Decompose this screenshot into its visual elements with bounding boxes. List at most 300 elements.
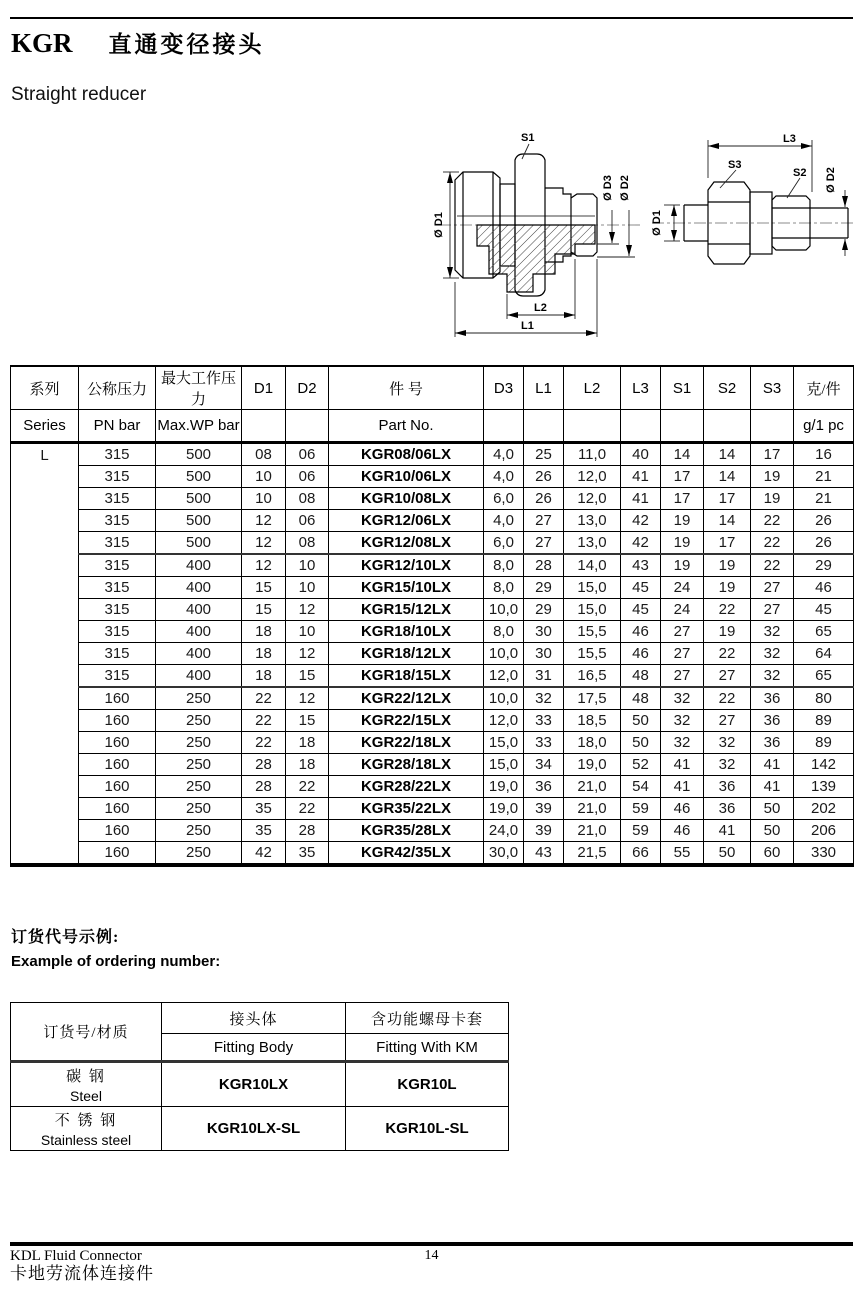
data-cell: 10,0: [484, 643, 524, 665]
data-cell: 28: [524, 554, 564, 577]
data-cell: 21: [794, 466, 854, 488]
data-cell: 10: [242, 488, 286, 510]
data-cell: 315: [79, 665, 156, 688]
data-cell: 10: [286, 577, 329, 599]
col-s3: S3: [751, 366, 794, 410]
data-cell: 139: [794, 776, 854, 798]
data-cell: 15,0: [484, 732, 524, 754]
data-cell: 12,0: [484, 710, 524, 732]
col-series-en: Series: [11, 410, 79, 443]
data-cell: 19: [661, 510, 704, 532]
data-cell: 26: [524, 466, 564, 488]
header-row-zh: [11, 366, 854, 410]
col-empty: [621, 410, 661, 443]
ordering-row-steel: [11, 1062, 509, 1107]
data-cell: 24: [661, 599, 704, 621]
data-cell: 08: [286, 532, 329, 555]
data-cell: 42: [242, 842, 286, 866]
data-cell: 8,0: [484, 554, 524, 577]
data-cell: 36: [751, 710, 794, 732]
data-cell: 27: [661, 643, 704, 665]
col-pn-en: PN bar: [79, 410, 156, 443]
data-cell: 400: [156, 577, 242, 599]
data-cell: 10: [286, 554, 329, 577]
data-cell: 34: [524, 754, 564, 776]
data-cell: 22: [704, 643, 751, 665]
header-row-en: [11, 410, 854, 443]
dim-label-d1: Ø D1: [433, 212, 445, 238]
data-cell: 19: [704, 621, 751, 643]
fitting-body-code: KGR10LX: [162, 1062, 346, 1107]
data-cell: 29: [524, 599, 564, 621]
data-cell: 19: [751, 466, 794, 488]
data-cell: 8,0: [484, 621, 524, 643]
table-row: [11, 488, 854, 510]
data-cell: 46: [621, 621, 661, 643]
table-row: [11, 599, 854, 621]
col-fitting-body-zh: 接头体: [162, 1003, 346, 1034]
dimension-labels: [651, 133, 837, 236]
data-cell: 89: [794, 732, 854, 754]
data-cell: 32: [704, 732, 751, 754]
table-row: [11, 754, 854, 776]
data-cell: 160: [79, 754, 156, 776]
page-number: 14: [424, 1248, 439, 1263]
dim-label-l2: L2: [534, 302, 547, 314]
data-cell: 500: [156, 466, 242, 488]
data-cell: 500: [156, 510, 242, 532]
table-row: [11, 621, 854, 643]
table-row: [11, 665, 854, 688]
data-cell: 21,0: [564, 798, 621, 820]
data-cell: 16,5: [564, 665, 621, 688]
data-cell: 32: [751, 643, 794, 665]
data-cell: 160: [79, 732, 156, 754]
data-cell: 15: [242, 599, 286, 621]
data-cell: 27: [704, 665, 751, 688]
data-cell: 41: [751, 754, 794, 776]
data-cell: 13,0: [564, 510, 621, 532]
data-cell: 12: [242, 554, 286, 577]
data-cell: 46: [621, 643, 661, 665]
table-row: [11, 443, 854, 466]
data-cell: 08: [242, 443, 286, 466]
data-cell: 160: [79, 687, 156, 710]
col-l2: L2: [564, 366, 621, 410]
data-cell: 43: [524, 842, 564, 866]
data-cell: 32: [524, 687, 564, 710]
table-row: [11, 820, 854, 842]
table-row: [11, 776, 854, 798]
data-cell: 21,0: [564, 776, 621, 798]
data-cell: 65: [794, 665, 854, 688]
data-cell: 14: [704, 510, 751, 532]
data-cell: 19,0: [484, 776, 524, 798]
data-cell: 12: [286, 643, 329, 665]
data-cell: 15,0: [564, 577, 621, 599]
data-cell: 06: [286, 510, 329, 532]
data-cell: 315: [79, 643, 156, 665]
data-cell: 315: [79, 621, 156, 643]
data-cell: 22: [751, 532, 794, 555]
data-cell: 36: [751, 687, 794, 710]
data-cell: 36: [704, 798, 751, 820]
data-cell: 250: [156, 798, 242, 820]
dim-label-s1: S1: [521, 132, 535, 144]
data-cell: 250: [156, 754, 242, 776]
data-cell: 160: [79, 798, 156, 820]
data-cell: 15,0: [564, 599, 621, 621]
data-cell: 15: [286, 665, 329, 688]
data-cell: 17: [661, 488, 704, 510]
data-cell: 46: [661, 820, 704, 842]
data-cell: 315: [79, 443, 156, 466]
data-cell: 14: [704, 443, 751, 466]
data-cell: 500: [156, 532, 242, 555]
data-cell: 400: [156, 599, 242, 621]
material-zh: 碳 钢: [66, 1069, 106, 1085]
data-cell: 22: [704, 599, 751, 621]
page-subtitle: Straight reducer: [11, 84, 147, 105]
fitting-body-code: KGR10LX-SL: [162, 1107, 346, 1151]
data-cell: 13,0: [564, 532, 621, 555]
col-d3: D3: [484, 366, 524, 410]
data-cell: 10: [242, 466, 286, 488]
data-cell: 4,0: [484, 466, 524, 488]
data-cell: 8,0: [484, 577, 524, 599]
data-cell: 18: [286, 732, 329, 754]
data-cell: 16: [794, 443, 854, 466]
data-cell: 60: [751, 842, 794, 866]
col-fitting-body-en: Fitting Body: [162, 1034, 346, 1062]
data-cell: 315: [79, 510, 156, 532]
col-wp-en: Max.WP bar: [156, 410, 242, 443]
data-cell: 32: [661, 687, 704, 710]
data-cell: 15,0: [484, 754, 524, 776]
data-cell: 41: [621, 466, 661, 488]
data-cell: 315: [79, 466, 156, 488]
data-cell: 15: [286, 710, 329, 732]
ordering-table: [10, 1002, 509, 1151]
part-no-cell: KGR42/35LX: [329, 842, 484, 866]
dim-label-d2: Ø D2: [619, 175, 631, 201]
col-l1: L1: [524, 366, 564, 410]
data-cell: 19: [704, 577, 751, 599]
data-cell: 30,0: [484, 842, 524, 866]
data-cell: 17: [704, 532, 751, 555]
data-cell: 500: [156, 443, 242, 466]
data-cell: 4,0: [484, 510, 524, 532]
data-cell: 25: [524, 443, 564, 466]
table-row: [11, 710, 854, 732]
data-cell: 4,0: [484, 443, 524, 466]
data-cell: 19: [704, 554, 751, 577]
data-cell: 45: [794, 599, 854, 621]
data-cell: 45: [621, 599, 661, 621]
data-cell: 160: [79, 842, 156, 866]
data-cell: 32: [704, 754, 751, 776]
col-weight-zh: 克/件: [794, 366, 854, 410]
data-cell: 28: [242, 776, 286, 798]
data-cell: 6,0: [484, 488, 524, 510]
data-cell: 36: [704, 776, 751, 798]
col-empty: [661, 410, 704, 443]
data-cell: 18: [242, 643, 286, 665]
part-no-cell: KGR15/12LX: [329, 599, 484, 621]
data-cell: 18: [286, 754, 329, 776]
data-cell: 33: [524, 710, 564, 732]
data-cell: 66: [621, 842, 661, 866]
data-cell: 29: [794, 554, 854, 577]
col-s1: S1: [661, 366, 704, 410]
data-cell: 64: [794, 643, 854, 665]
company-name-en: KDL Fluid Connector: [10, 1248, 142, 1264]
data-cell: 14: [704, 466, 751, 488]
data-cell: 22: [751, 554, 794, 577]
col-l3: L3: [621, 366, 661, 410]
ordering-heading-en: Example of ordering number:: [11, 953, 221, 970]
data-cell: 250: [156, 842, 242, 866]
data-cell: 10,0: [484, 599, 524, 621]
data-cell: 10,0: [484, 687, 524, 710]
data-cell: 59: [621, 820, 661, 842]
data-cell: 26: [794, 532, 854, 555]
data-cell: 31: [524, 665, 564, 688]
ordering-row-stainless: [11, 1107, 509, 1151]
data-cell: 160: [79, 776, 156, 798]
table-row: [11, 643, 854, 665]
data-cell: 32: [661, 710, 704, 732]
company-name-zh: 卡地劳流体连接件: [10, 1264, 154, 1283]
data-cell: 48: [621, 687, 661, 710]
data-cell: 41: [661, 754, 704, 776]
data-cell: 21,0: [564, 820, 621, 842]
data-cell: 32: [751, 621, 794, 643]
part-no-cell: KGR10/08LX: [329, 488, 484, 510]
data-cell: 28: [286, 820, 329, 842]
data-cell: 27: [524, 510, 564, 532]
data-cell: 27: [661, 665, 704, 688]
data-cell: 18: [242, 665, 286, 688]
data-cell: 26: [794, 510, 854, 532]
data-cell: 27: [704, 710, 751, 732]
data-cell: 160: [79, 820, 156, 842]
data-cell: 19: [661, 554, 704, 577]
data-cell: 15: [242, 577, 286, 599]
part-no-cell: KGR35/22LX: [329, 798, 484, 820]
data-cell: 19: [751, 488, 794, 510]
part-no-cell: KGR28/22LX: [329, 776, 484, 798]
data-cell: 22: [286, 798, 329, 820]
data-cell: 315: [79, 599, 156, 621]
ordering-heading-zh: 订货代号示例:: [11, 929, 120, 946]
data-cell: 202: [794, 798, 854, 820]
data-cell: 250: [156, 732, 242, 754]
data-cell: 24,0: [484, 820, 524, 842]
page-title: [11, 26, 265, 59]
data-cell: 30: [524, 621, 564, 643]
data-cell: 22: [242, 732, 286, 754]
data-cell: 18,5: [564, 710, 621, 732]
footer-rule: [10, 1242, 853, 1246]
data-cell: 400: [156, 554, 242, 577]
series-code: KGR: [11, 28, 73, 58]
part-no-cell: KGR18/12LX: [329, 643, 484, 665]
part-no-cell: KGR28/18LX: [329, 754, 484, 776]
dim-label-s2: S2: [793, 167, 807, 179]
data-cell: 250: [156, 687, 242, 710]
data-cell: 6,0: [484, 532, 524, 555]
data-cell: 250: [156, 820, 242, 842]
table-row: [11, 466, 854, 488]
col-series-zh: 系列: [11, 366, 79, 410]
part-no-cell: KGR22/12LX: [329, 687, 484, 710]
data-cell: 22: [286, 776, 329, 798]
data-cell: 24: [661, 577, 704, 599]
col-pn-zh: 公称压力: [79, 366, 156, 410]
part-no-cell: KGR15/10LX: [329, 577, 484, 599]
material-zh: 不 锈 钢: [54, 1113, 118, 1129]
data-cell: 42: [621, 532, 661, 555]
col-fitting-km-zh: 含功能螺母卡套: [346, 1003, 509, 1034]
data-cell: 32: [751, 665, 794, 688]
table-row: [11, 510, 854, 532]
data-cell: 14,0: [564, 554, 621, 577]
data-cell: 41: [751, 776, 794, 798]
series-cell: L: [11, 443, 79, 866]
data-cell: 18,0: [564, 732, 621, 754]
part-no-cell: KGR10/06LX: [329, 466, 484, 488]
data-cell: 12,0: [564, 488, 621, 510]
data-cell: 22: [242, 687, 286, 710]
data-cell: 41: [661, 776, 704, 798]
dim-label-l1: L1: [521, 320, 534, 332]
data-cell: 21: [794, 488, 854, 510]
table-row: [11, 532, 854, 555]
data-cell: 27: [661, 621, 704, 643]
data-cell: 50: [621, 732, 661, 754]
data-cell: 400: [156, 643, 242, 665]
col-wp-zh: 最大工作压力: [156, 366, 242, 410]
col-weight-en: g/1 pc: [794, 410, 854, 443]
dim-label-s3: S3: [728, 159, 742, 171]
table-row: [11, 554, 854, 577]
col-part-en: Part No.: [329, 410, 484, 443]
data-cell: 42: [621, 510, 661, 532]
part-no-cell: KGR18/10LX: [329, 621, 484, 643]
data-cell: 12: [242, 510, 286, 532]
data-cell: 26: [524, 488, 564, 510]
data-cell: 65: [794, 621, 854, 643]
data-cell: 06: [286, 443, 329, 466]
data-cell: 40: [621, 443, 661, 466]
material-en: Steel: [70, 1088, 102, 1104]
data-cell: 12: [286, 687, 329, 710]
data-cell: 52: [621, 754, 661, 776]
data-cell: 17: [751, 443, 794, 466]
table-row: [11, 732, 854, 754]
data-cell: 315: [79, 554, 156, 577]
fitting-km-code: KGR10L-SL: [346, 1107, 509, 1151]
col-d2: D2: [286, 366, 329, 410]
col-material: 订货号/材质: [11, 1003, 162, 1062]
data-cell: 46: [794, 577, 854, 599]
part-no-cell: KGR08/06LX: [329, 443, 484, 466]
data-cell: 27: [751, 577, 794, 599]
dim-label-d2: Ø D2: [825, 167, 837, 193]
data-cell: 28: [242, 754, 286, 776]
col-empty: [484, 410, 524, 443]
table-row: [11, 577, 854, 599]
dim-label-l3: L3: [783, 133, 796, 145]
col-s2: S2: [704, 366, 751, 410]
data-cell: 250: [156, 776, 242, 798]
data-cell: 330: [794, 842, 854, 866]
part-no-cell: KGR12/08LX: [329, 532, 484, 555]
data-cell: 19: [661, 532, 704, 555]
data-cell: 55: [661, 842, 704, 866]
data-cell: 45: [621, 577, 661, 599]
top-rule: [10, 17, 853, 19]
data-cell: 160: [79, 710, 156, 732]
data-cell: 12: [286, 599, 329, 621]
data-cell: 315: [79, 488, 156, 510]
data-cell: 50: [621, 710, 661, 732]
data-cell: 36: [524, 776, 564, 798]
dim-label-d1: Ø D1: [651, 210, 663, 236]
data-cell: 12: [242, 532, 286, 555]
data-cell: 21,5: [564, 842, 621, 866]
data-cell: 41: [704, 820, 751, 842]
main-table-body: [11, 443, 854, 866]
data-cell: 400: [156, 621, 242, 643]
data-cell: 30: [524, 643, 564, 665]
data-cell: 500: [156, 488, 242, 510]
data-cell: 19,0: [484, 798, 524, 820]
data-cell: 400: [156, 665, 242, 688]
data-cell: 80: [794, 687, 854, 710]
part-no-cell: KGR22/15LX: [329, 710, 484, 732]
data-cell: 14: [661, 443, 704, 466]
data-cell: 12,0: [564, 466, 621, 488]
data-cell: 08: [286, 488, 329, 510]
ordering-header-row-zh: [11, 1003, 509, 1034]
data-cell: 11,0: [564, 443, 621, 466]
data-cell: 46: [661, 798, 704, 820]
data-cell: 59: [621, 798, 661, 820]
data-cell: 48: [621, 665, 661, 688]
col-empty: [751, 410, 794, 443]
data-cell: 22: [242, 710, 286, 732]
dim-label-d3: Ø D3: [602, 175, 614, 201]
data-cell: 15,5: [564, 643, 621, 665]
data-cell: 22: [751, 510, 794, 532]
col-empty: [704, 410, 751, 443]
data-cell: 35: [242, 820, 286, 842]
data-cell: 22: [704, 687, 751, 710]
cross-section-drawing: [433, 126, 642, 344]
data-cell: 12,0: [484, 665, 524, 688]
data-cell: 18: [242, 621, 286, 643]
data-cell: 06: [286, 466, 329, 488]
material-cell: [11, 1062, 162, 1107]
data-cell: 29: [524, 577, 564, 599]
assembled-drawing: [650, 130, 860, 285]
data-cell: 206: [794, 820, 854, 842]
data-cell: 89: [794, 710, 854, 732]
fitting-km-code: KGR10L: [346, 1062, 509, 1107]
part-no-cell: KGR12/10LX: [329, 554, 484, 577]
